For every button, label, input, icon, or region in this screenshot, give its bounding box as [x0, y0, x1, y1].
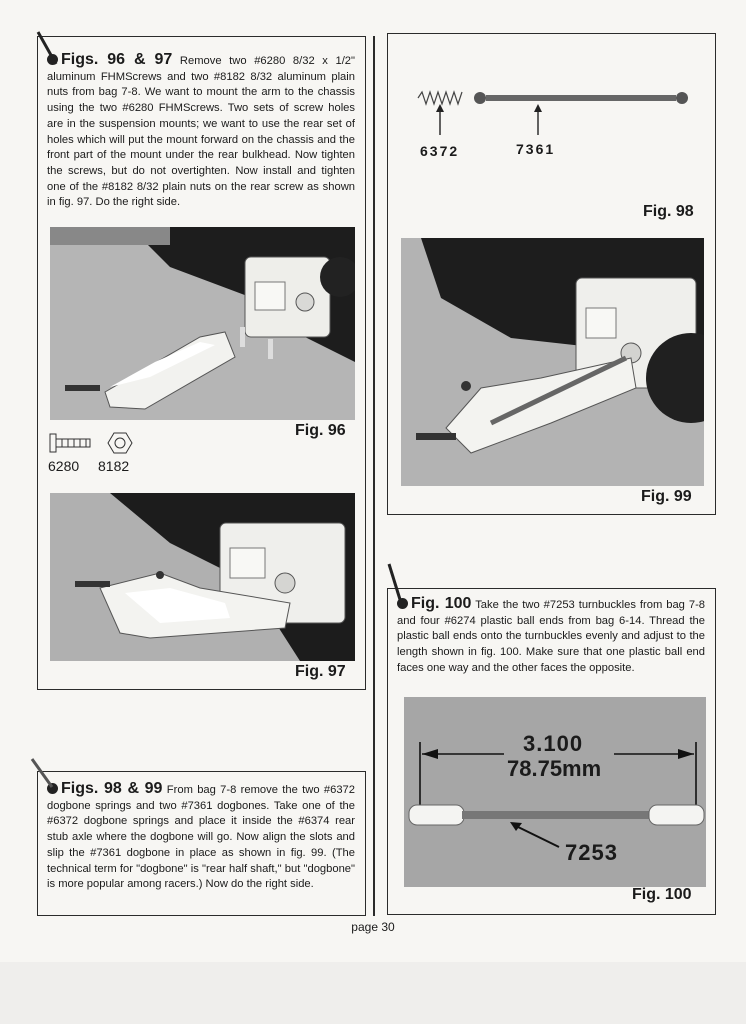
figs-98-99-text: From bag 7-8 remove the two #6372 dogbone springs and two #7361 dogbones. Take one of the #6372 dogbone springs and place it inside the #6374 rear stub axle where the dogbone will go. Now align the slots and slip the #7361 dogbone in place as shown in fig. 99. (The technical term for "dogbone" is "rear half shaft," but "dogbone" is more popular among racers.) Now do the right side.	[47, 784, 355, 891]
screw-nut-drawing	[48, 428, 148, 458]
fig-97-caption: Fig. 97	[295, 663, 346, 680]
ball-end-right-icon	[649, 805, 704, 825]
figs-96-97-text: Remove two #6280 8/32 x 1/2" aluminum FHMScrews and two #8182 8/32 aluminum plain nuts from bag 7-8. We want to mount the arm to the chassis using the two #6280 FHMScrews. Two sets of screw holes are in the suspension mounts; we want to use the rear set of holes which will put the mount forward on the chassis and the front part of the mount under the rear bulkhead. Now tighten the screws, but do not overtighten. Now install and tighten one of the #8182 8/32 plain nuts on the rear screw as shown in fig. 97. Do the right side.	[47, 55, 355, 209]
fig-97-illustration	[50, 493, 355, 661]
dogbone-end-icon	[474, 92, 486, 104]
pencil-mark	[28, 757, 58, 797]
fig-96-photo	[50, 227, 355, 420]
fig-96-illustration	[50, 227, 355, 420]
part-8182-label: 8182	[98, 458, 130, 474]
figs-98-99-heading: Figs. 98 & 99	[61, 780, 163, 797]
dimension-mm-label: 78.75mm	[507, 756, 602, 781]
figs-96-97-instructions	[47, 52, 355, 211]
nut-icon	[108, 433, 132, 453]
dimension-inches-label: 3.100	[523, 731, 584, 756]
pencil-mark	[34, 30, 64, 70]
fig-100-illustration	[404, 697, 706, 887]
fig-100-photo	[404, 697, 706, 887]
fig-97-photo	[50, 493, 355, 661]
figs-96-97-heading: Figs. 96 & 97	[61, 51, 173, 68]
fig-99-photo	[401, 238, 704, 486]
fig-96-caption: Fig. 96	[295, 422, 346, 439]
figs-98-99-instructions	[47, 781, 355, 893]
fig-100-heading: Fig. 100	[411, 595, 472, 612]
dogbone-spring-icon	[418, 92, 462, 104]
fig-98-caption: Fig. 98	[643, 203, 694, 220]
fig-100-text: Take the two #7253 turnbuckles from bag 7-8 and four #6274 plastic ball ends from bag 6-14. Thread the plastic ball ends onto the turnbuckles evenly and adjust to the length shown in fig. 100. Make sure that one plastic ball end faces one way and the other faces the opposite.	[397, 599, 706, 674]
dogbone-shaft-icon	[486, 95, 676, 101]
fig-100-caption: Fig. 100	[632, 886, 692, 903]
part-6280-label: 6280	[48, 458, 80, 474]
fig-98-parts-drawing	[410, 80, 710, 140]
fig-100-instructions	[397, 596, 705, 677]
part-7361-label: 7361	[516, 141, 556, 157]
part-7253-label: 7253	[565, 840, 618, 865]
column-divider	[373, 36, 375, 916]
fig-99-caption: Fig. 99	[641, 488, 692, 505]
part-6372-label: 6372	[420, 143, 460, 159]
page-number: page 30	[351, 920, 395, 934]
turnbuckle-icon	[462, 811, 652, 819]
screw-head-icon	[50, 434, 56, 452]
scan-margin	[0, 962, 746, 1024]
ball-end-left-icon	[409, 805, 464, 825]
pencil-mark	[384, 562, 414, 612]
fig-99-illustration	[401, 238, 704, 486]
